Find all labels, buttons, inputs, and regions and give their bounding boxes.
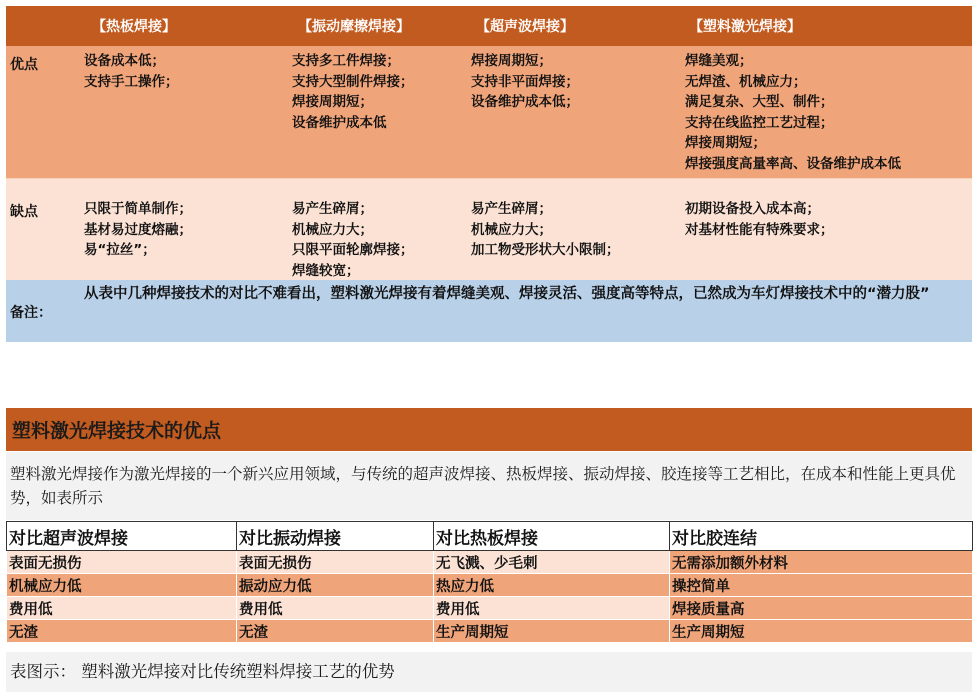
cell-line: 易“拉丝”；: [84, 242, 156, 258]
cell-cons-hot-plate: [84, 199, 192, 261]
cell-pros-laser: [685, 51, 901, 174]
table-cell: 操控简单: [670, 574, 973, 597]
cell-cons-ultrasonic: [471, 199, 620, 261]
table-row-cons: [6, 178, 972, 280]
table-cell: 无渣: [237, 620, 434, 643]
note-text: 从表中几种焊接技术的对比不难看出，塑料激光焊接有着焊缝美观、焊接灵活、强度高等特点，已然成为车灯焊接技术中的“潜力股”: [84, 286, 930, 302]
cell-line: 初期设备投入成本高；: [685, 201, 820, 217]
cell-line: 易产生碎屑；: [292, 201, 373, 217]
cell-line: 设备维护成本低: [292, 114, 387, 131]
section-title-bar: [6, 408, 972, 451]
cell-cons-vibration: [292, 199, 414, 281]
table-cell: 表面无损伤: [7, 551, 237, 574]
table-header-row: [7, 522, 973, 551]
table-cell: 费用低: [434, 597, 670, 620]
cell-line: 设备成本低；: [84, 53, 165, 69]
cell-line: 机械应力大；: [292, 221, 373, 238]
comparison-table: [6, 6, 972, 342]
table-cell: 焊接质量高: [670, 597, 973, 620]
cell-line: 支持多工件焊接；: [292, 53, 400, 69]
cell-line: 焊接周期短；: [292, 94, 373, 110]
header-hot-plate: 【热板焊接】: [92, 19, 176, 35]
cell-pros-vibration: [292, 51, 414, 133]
header-vs-hot-plate: 对比热板焊接: [434, 522, 670, 551]
table-cell: 生产周期短: [670, 620, 973, 643]
cell-line: 支持大型制件焊接；: [292, 73, 414, 90]
row-label-note: 备注：: [10, 305, 52, 321]
table-row-pros: [6, 46, 972, 178]
cell-line: 只限平面轮廓焊接；: [292, 242, 414, 258]
table-header-row: [6, 6, 972, 46]
cell-line: 加工物受形状大小限制；: [471, 242, 620, 258]
row-label-cons: 缺点: [10, 204, 38, 220]
table-cell: 表面无损伤: [237, 551, 434, 574]
cell-pros-hot-plate: [84, 51, 179, 92]
cell-line: 只限于简单制作；: [84, 201, 192, 217]
table-cell: 费用低: [7, 597, 237, 620]
table-cell: 热应力低: [434, 574, 670, 597]
header-laser: 【塑料激光焊接】: [689, 19, 801, 35]
section-title: 塑料激光焊接技术的优点: [12, 420, 222, 442]
intro-paragraph: 塑料激光焊接作为激光焊接的一个新兴应用领域，与传统的超声波焊接、热板焊接、振动焊接、胶连接等工艺相比，在成本和性能上更具优势，如表所示: [10, 465, 956, 507]
cell-line: 对基材性能有特殊要求；: [685, 221, 834, 238]
table-cell: 机械应力低: [7, 574, 237, 597]
cell-line: 设备维护成本低；: [471, 94, 579, 110]
table-row: [7, 620, 973, 643]
table-cell: 生产周期短: [434, 620, 670, 643]
table-row: [7, 597, 973, 620]
cell-cons-laser: [685, 199, 834, 240]
table-cell: 振动应力低: [237, 574, 434, 597]
header-vs-adhesive: 对比胶连结: [670, 522, 973, 551]
table-row: [7, 574, 973, 597]
cell-pros-ultrasonic: [471, 51, 579, 113]
advantages-table: [6, 521, 973, 643]
cell-line: 基材易过度熔融；: [84, 221, 192, 238]
cell-line: 焊接周期短；: [685, 135, 766, 151]
table-cell: 无需添加额外材料: [670, 551, 973, 574]
cell-line: 焊接周期短；: [471, 53, 552, 69]
cell-line: 满足复杂、大型、制件；: [685, 94, 834, 110]
row-label-pros: 优点: [10, 57, 38, 73]
cell-line: 焊缝较宽；: [292, 262, 360, 279]
cell-line: 支持手工操作；: [84, 73, 179, 90]
table-cell: 费用低: [237, 597, 434, 620]
table-row-note: [6, 280, 972, 342]
cell-line: 支持在线监控工艺过程；: [685, 114, 834, 131]
cell-line: 无焊渣、机械应力；: [685, 73, 807, 90]
header-vs-ultrasonic: 对比超声波焊接: [7, 522, 237, 551]
table-cell: 无渣: [7, 620, 237, 643]
cell-line: 焊接强度高量率高、设备维护成本低: [685, 155, 901, 172]
header-ultrasonic: 【超声波焊接】: [476, 19, 574, 35]
cell-line: 机械应力大；: [471, 221, 552, 238]
header-vs-vibration: 对比振动焊接: [237, 522, 434, 551]
cell-line: 易产生碎屑；: [471, 201, 552, 217]
table-caption-block: [6, 652, 972, 692]
table-caption: 表图示： 塑料激光焊接对比传统塑料焊接工艺的优势: [10, 662, 395, 681]
cell-line: 支持非平面焊接；: [471, 73, 579, 90]
cell-line: 焊缝美观；: [685, 53, 753, 69]
table-cell: 无飞溅、少毛刺: [434, 551, 670, 574]
table-row: [7, 551, 973, 574]
header-vibration: 【振动摩擦焊接】: [298, 19, 410, 35]
intro-block: [6, 452, 972, 520]
